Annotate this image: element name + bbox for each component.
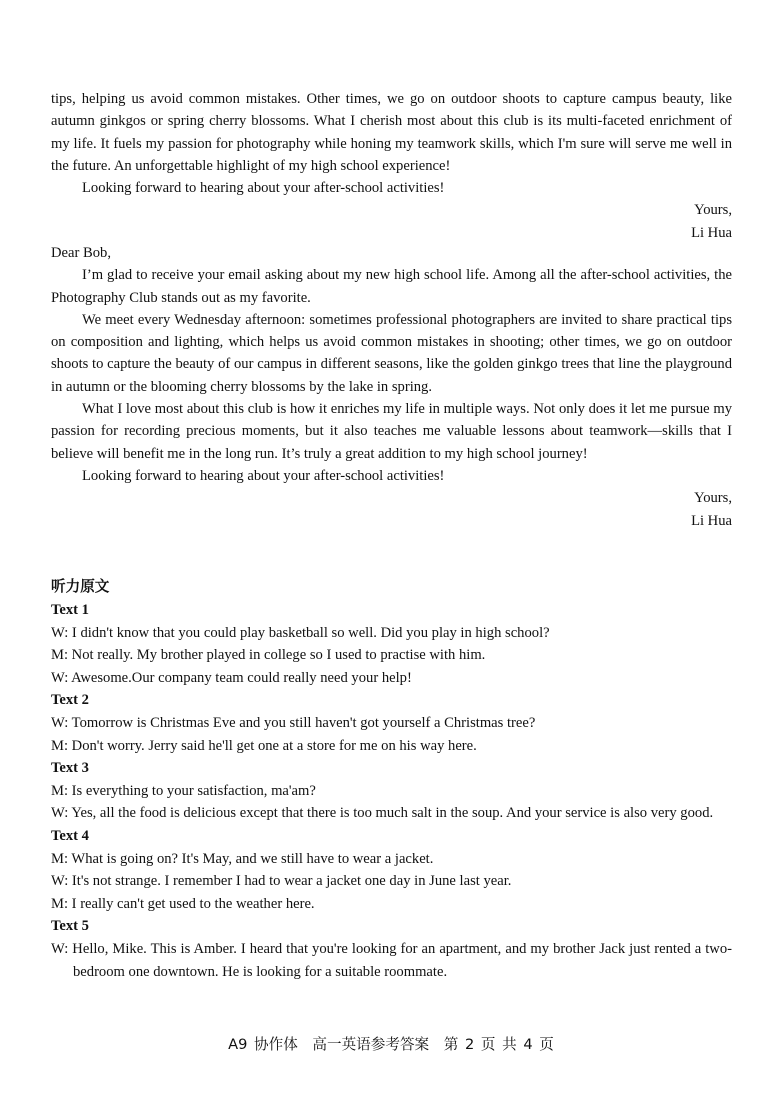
page-footer: A9 协作体 高一英语参考答案 第 2 页 共 4 页 [228, 1036, 554, 1053]
letter-1-closing-line: Looking forward to hearing about your after-school activities! [82, 180, 445, 197]
dialogue-line: M: What is going on? It's May, and we still have to wear a jacket. [51, 850, 434, 867]
dialogue-line: W: Hello, Mike. This is Amber. I heard that you're looking for an apartment, and my brother Jack just rented a two-bedroom one downtown. He is looking for a suitable roommate. [51, 940, 732, 980]
dialogue-line: W: Tomorrow is Christmas Eve and you still haven't got yourself a Christmas tree? [51, 714, 536, 731]
text-label: Text 4 [51, 827, 89, 844]
letter-2-paragraph: What I love most about this club is how it enriches my life in multiple ways. Not only does it let me pursue my passion for recording precious moments, but it also teaches me valuable lessons about teamwork—skills that I believe will benefit me in the long run. It’s truly a great addition to my high school journey! [51, 401, 732, 462]
text-label: Text 5 [51, 918, 89, 935]
letter-2-sign-off: Yours, [694, 490, 732, 507]
dialogue-line: W: Awesome.Our company team could really need your help! [51, 669, 412, 686]
letter-1-signature: Li Hua [691, 224, 732, 241]
dialogue-line: W: I didn't know that you could play basketball so well. Did you play in high school? [51, 624, 550, 641]
text-label: Text 1 [51, 602, 89, 618]
text-label: Text 2 [51, 692, 89, 709]
dialogue-line: W: It's not strange. I remember I had to wear a jacket one day in June last year. [51, 873, 512, 890]
dialogue-line: M: Is everything to your satisfaction, ma'am? [51, 782, 316, 799]
dialogue-line: M: I really can't get used to the weather here. [51, 895, 315, 912]
dialogue-line: M: Not really. My brother played in college so I used to practise with him. [51, 647, 486, 664]
letter-1 [51, 88, 732, 244]
listening-section [51, 575, 732, 983]
letter-2 [51, 242, 732, 532]
letter-2-paragraph: We meet every Wednesday afternoon: sometimes professional photographers are invited to share practical tips on composition and lighting, which helps us avoid common mistakes in shooting; other times, we go on outdoor shoots to capture the beauty of our campus in different seasons, like the golden ginkgo trees that line the playground in autumn or the blooming cherry blossoms by the lake in spring. [51, 311, 732, 395]
text-label: Text 3 [51, 760, 89, 777]
letter-1-sign-off: Yours, [694, 202, 732, 219]
letter-2-paragraph: I’m glad to receive your email asking about my new high school life. Among all the after-school activities, the Photography Club stands out as my favorite. [51, 267, 732, 306]
letter-2-closing-line: Looking forward to hearing about your after-school activities! [82, 467, 445, 484]
letter-1-continuation: tips, helping us avoid common mistakes. Other times, we go on outdoor shoots to capture campus beauty, like autumn ginkgos or spring cherry blossoms. What I cherish most about this club is its multi-faceted enrichment of my life. It fuels my passion for photography while honing my teamwork skills, which I'm sure will serve me well in the future. An unforgettable highlight of my high school experience! [51, 91, 732, 174]
letter-2-signature: Li Hua [691, 512, 732, 529]
dialogue-line: M: Don't worry. Jerry said he'll get one at a store for me on his way here. [51, 737, 477, 754]
listening-heading: 听力原文 [51, 578, 110, 595]
dialogue-line: W: Yes, all the food is delicious except that there is too much salt in the soup. And your service is also very good. [51, 805, 714, 822]
letter-2-salutation: Dear Bob, [51, 245, 111, 261]
